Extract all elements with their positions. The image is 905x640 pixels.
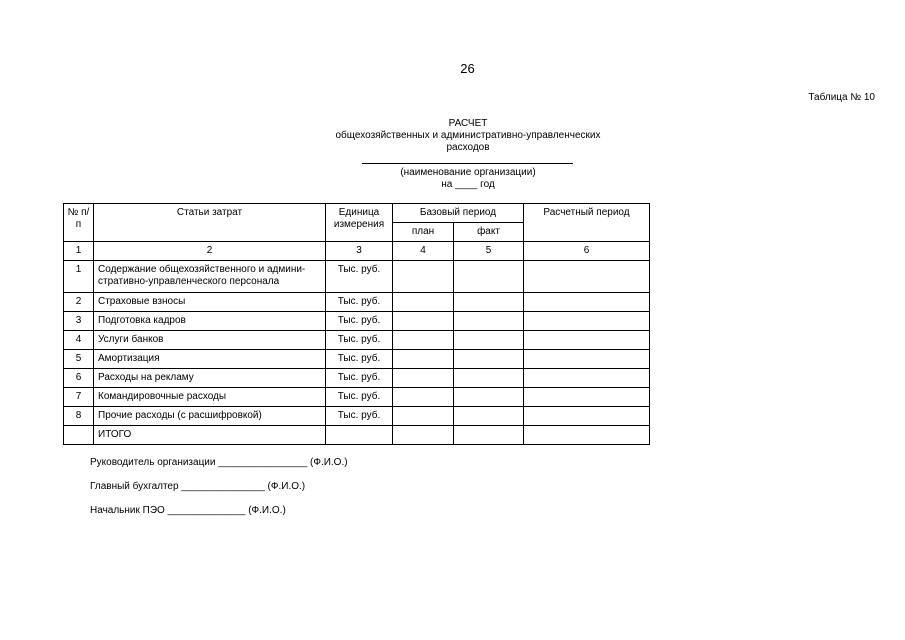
column-number: 2 bbox=[94, 242, 326, 261]
row-num: 5 bbox=[64, 350, 94, 369]
row-unit: Тыс. руб. bbox=[326, 331, 393, 350]
cell-plan bbox=[393, 293, 454, 312]
cell-calc bbox=[524, 407, 650, 426]
cell-fact bbox=[454, 407, 524, 426]
column-number: 6 bbox=[524, 242, 650, 261]
table-row bbox=[64, 312, 650, 331]
document-title: РАСЧЕТ bbox=[448, 118, 488, 129]
row-num: 4 bbox=[64, 331, 94, 350]
cell-plan bbox=[393, 350, 454, 369]
cell-calc bbox=[524, 426, 650, 445]
row-item: Содержание общехозяйственного и админи-стративно-управленческого персонала bbox=[94, 261, 326, 293]
row-unit: Тыс. руб. bbox=[326, 312, 393, 331]
total-num-cell bbox=[64, 426, 94, 445]
cell-fact bbox=[454, 331, 524, 350]
cell-calc bbox=[524, 261, 650, 293]
row-num: 3 bbox=[64, 312, 94, 331]
row-item: Прочие расходы (с расшифровкой) bbox=[94, 407, 326, 426]
table-row bbox=[64, 388, 650, 407]
cell-fact bbox=[454, 261, 524, 293]
column-number-row bbox=[64, 242, 650, 261]
table-row bbox=[64, 350, 650, 369]
header-unit: Единица измерения bbox=[326, 204, 393, 242]
cell-plan bbox=[393, 369, 454, 388]
row-item: Услуги банков bbox=[94, 331, 326, 350]
header-item: Статьи затрат bbox=[94, 204, 326, 242]
peo-signature-line: Начальник ПЭО ______________ (Ф.И.О.) bbox=[90, 505, 286, 516]
cell-plan bbox=[393, 407, 454, 426]
row-num: 7 bbox=[64, 388, 94, 407]
director-signature-line: Руководитель организации ________________ (Ф.И.О.) bbox=[90, 457, 348, 468]
cell-plan bbox=[393, 388, 454, 407]
cell-calc bbox=[524, 331, 650, 350]
page-number: 26 bbox=[460, 61, 475, 76]
table-row bbox=[64, 407, 650, 426]
row-item: Командировочные расходы bbox=[94, 388, 326, 407]
total-unit-cell bbox=[326, 426, 393, 445]
row-unit: Тыс. руб. bbox=[326, 261, 393, 293]
costs-table bbox=[63, 203, 650, 445]
cell-fact bbox=[454, 388, 524, 407]
cell-fact bbox=[454, 293, 524, 312]
row-item: Подготовка кадров bbox=[94, 312, 326, 331]
header-fact: факт bbox=[454, 223, 524, 242]
row-num: 6 bbox=[64, 369, 94, 388]
row-item: Расходы на рекламу bbox=[94, 369, 326, 388]
total-row bbox=[64, 426, 650, 445]
cell-plan bbox=[393, 331, 454, 350]
table-row bbox=[64, 369, 650, 388]
table-row bbox=[64, 293, 650, 312]
column-number: 3 bbox=[326, 242, 393, 261]
total-label: ИТОГО bbox=[94, 426, 326, 445]
cell-fact bbox=[454, 369, 524, 388]
year-line: на ____ год bbox=[441, 179, 495, 190]
row-unit: Тыс. руб. bbox=[326, 293, 393, 312]
column-number: 5 bbox=[454, 242, 524, 261]
row-unit: Тыс. руб. bbox=[326, 407, 393, 426]
document-subtitle: общехозяйственных и административно-управленческих bbox=[335, 130, 601, 141]
header-num: № п/п bbox=[64, 204, 94, 242]
cell-calc bbox=[524, 312, 650, 331]
cell-calc bbox=[524, 350, 650, 369]
row-num: 8 bbox=[64, 407, 94, 426]
table-row bbox=[64, 261, 650, 293]
cell-plan bbox=[393, 426, 454, 445]
row-unit: Тыс. руб. bbox=[326, 350, 393, 369]
column-number: 1 bbox=[64, 242, 94, 261]
row-unit: Тыс. руб. bbox=[326, 388, 393, 407]
accountant-signature-line: Главный бухгалтер _______________ (Ф.И.О.) bbox=[90, 481, 306, 492]
header-calc-period: Расчетный период bbox=[524, 204, 650, 242]
cell-fact bbox=[454, 426, 524, 445]
table-label: Таблица № 10 bbox=[808, 92, 875, 103]
table-row bbox=[64, 331, 650, 350]
organization-name-line bbox=[362, 163, 573, 164]
cell-calc bbox=[524, 388, 650, 407]
cell-plan bbox=[393, 261, 454, 293]
row-num: 1 bbox=[64, 261, 94, 293]
header-base-period: Базовый период bbox=[393, 204, 524, 223]
row-unit: Тыс. руб. bbox=[326, 369, 393, 388]
cell-fact bbox=[454, 350, 524, 369]
cell-plan bbox=[393, 312, 454, 331]
organization-caption: (наименование организации) bbox=[400, 167, 536, 178]
header-plan: план bbox=[393, 223, 454, 242]
document-subtitle-2: расходов bbox=[446, 142, 490, 153]
row-item: Амортизация bbox=[94, 350, 326, 369]
cell-calc bbox=[524, 293, 650, 312]
row-num: 2 bbox=[64, 293, 94, 312]
column-number: 4 bbox=[393, 242, 454, 261]
row-item: Страховые взносы bbox=[94, 293, 326, 312]
cell-fact bbox=[454, 312, 524, 331]
cell-calc bbox=[524, 369, 650, 388]
